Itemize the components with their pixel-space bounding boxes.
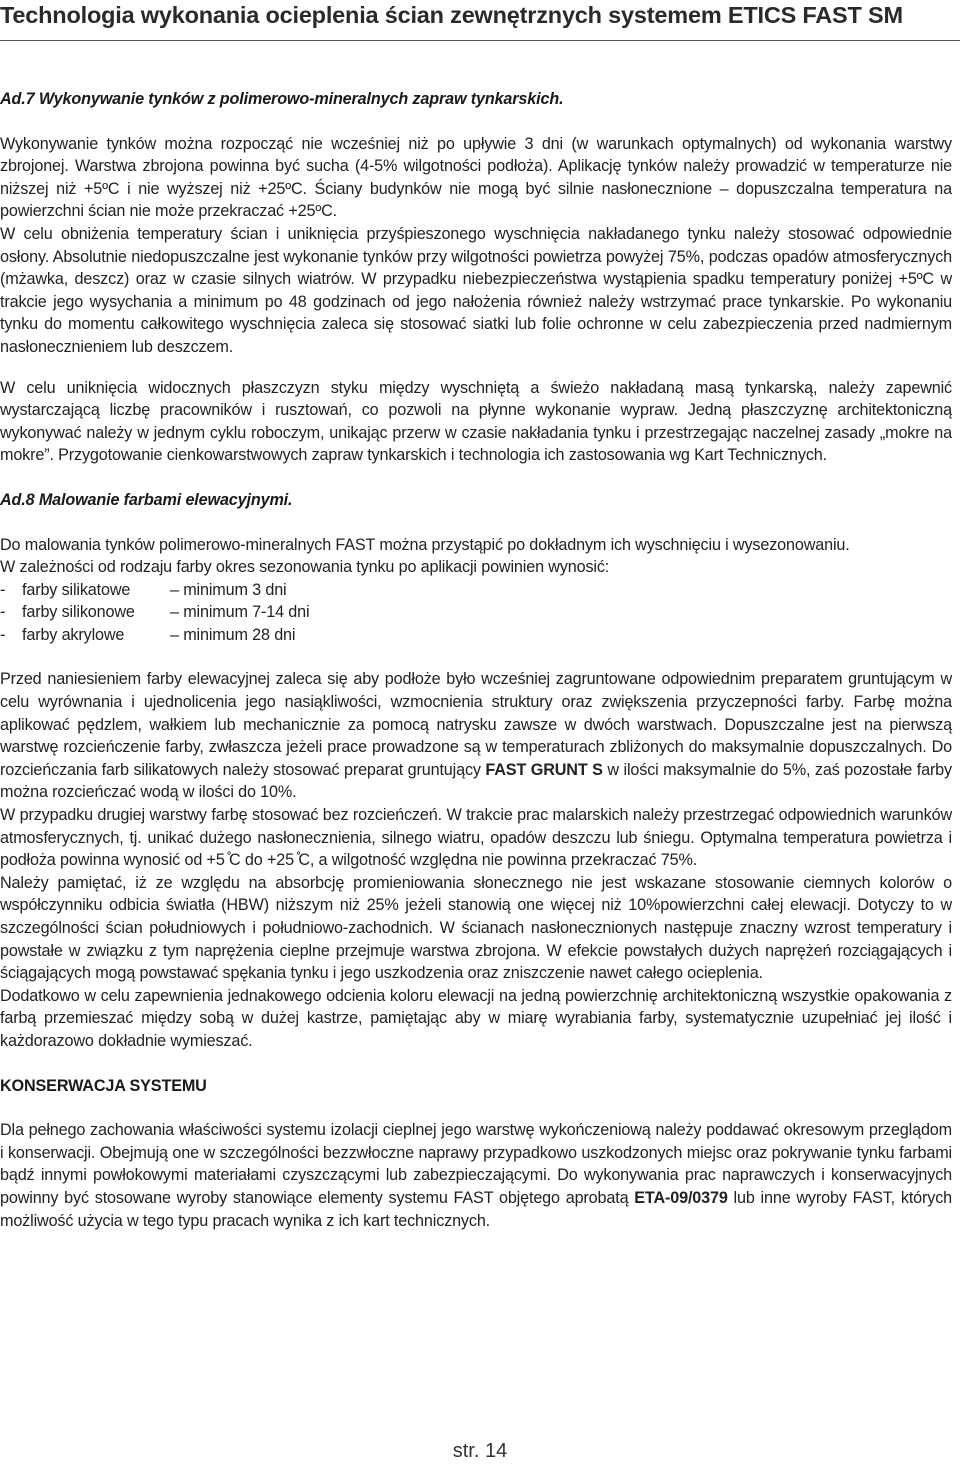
section-7-paragraph-3: W celu uniknięcia widocznych płaszczyzn styku między wyschniętą a świeżo nakładaną masą tynkarską, należy zapewnić wystarczającą liczbę pracowników i rusztowań, co pozwoli na płynne wykonanie wypraw. Jedną płaszczyznę architektoniczną wykonywać należy w jednym cyklu roboczym, unikając przerw w czasie nakładania tynku i przestrzegając naczelnej zasady „mokre na mokre”. Przygotowanie cienkowarstwowych zapraw tynkarskich i technologia ich zastosowania wg Kart Technicznych. [0,378,952,465]
page-number: str. 14 [452,1440,508,1462]
section-7-heading: Ad.7 Wykonywanie tynków z polimerowo-mineralnych zapraw tynkarskich. [0,90,564,108]
section-8-paragraph-4: W przypadku drugiej warstwy farbę stosować bez rozcieńczeń. W trakcie prac malarskich należy przestrzegać odpowiednich warunków atmosferycznych, tj. unikać dużego nasłonecznienia, silnego wiatru, opadów deszczu lub śniegu. Optymalna temperatura powietrza i podłoża powinna wynosić od +5 ̊C do +25 ̊C, a wilgotność względna nie powinna przekraczać 75%. [0,806,952,870]
section-8-paragraph-6: Dodatkowo w celu zapewnienia jednakowego odcienia koloru elewacji na jedną powierzchnię architektoniczną wszystkie opakowania z farbą przemieszać między sobą w dużej kastrze, pamiętając aby w miarę wyrabiania farby, systematycznie uzupełniać jej ilość i każdorazowo dokładnie wymieszać. [0,986,952,1050]
document-body [0,88,952,1232]
approval-number: ETA-09/0379 [634,1188,728,1207]
section-8-heading: Ad.8 Malowanie farbami elewacyjnymi. [0,490,293,509]
conservation-heading: KONSERWACJA SYSTEMU [0,1076,207,1095]
seasoning-list [0,579,952,647]
section-7-paragraph-2: W celu obniżenia temperatury ścian i uniknięcia przyśpieszonego wyschnięcia nakładanego tynku należy stosować odpowiednie osłony. Absolutnie niedopuszczalne jest wykonanie tynków przy wilgotności powietrza powyżej 75%, podczas opadów atmosferycznych (mżawka, deszcz) oraz w czasie silnych wiatrów. W przypadku niebezpieczeństwa wystąpienia spadku temperatury poniżej +5ºC w trakcie jego wysychania a minimum po 48 godzinach od jego nałożenia również należy wstrzymać prace tynkarskie. Po wykonaniu tynku do momentu całkowitego wyschnięcia zaleca się stosować siatki lub folie ochronne w celu zabezpieczenia przed nadmiernym nasłonecznieniem lub deszczem. [0,224,952,356]
section-8-paragraph-3: Przed naniesieniem farby elewacyjnej zaleca się aby podłoże było wcześniej zagruntowane odpowiednim preparatem gruntującym w celu wyrównania i ujednolicenia jego nasiąkliwości, wzmocnienia struktury oraz zwiększenia przyczepności farby. Farbę można aplikować pędzlem, wałkiem lub mechanicznie za pomocą natrysku zawsze w dwóch warstwach. Dopuszczalne jest na pierwszą warstwę rozcieńczenie farby, zwłaszcza jeżeli prace prowadzone są w temperaturach zbliżonych do maksymalnie dopuszczalnych. Do rozcieńczania farb silikatowych należy stosować preparat gruntujący FAST GRUNT S w ilości maksymalnie do 5%, zaś pozostałe farby można rozcieńczać wodą w ilości do 10%. [0,670,952,802]
list-item: - farby silikatowe – minimum 3 dni [0,580,287,599]
title-divider [0,40,960,41]
product-name: FAST GRUNT S [485,760,603,779]
conservation-paragraph: Dla pełnego zachowania właściwości systemu izolacji cieplnej jego warstwę wykończeniową należy poddawać okresowym przeglądom i konserwacji. Obejmują one w szczególności bezzwłoczne naprawy przypadkowo uszkodzonych miejsc oraz pokrywanie tynku farbami bądź innymi powłokowymi materiałami czyszczącymi lub zabezpieczającymi. Do wykonywania prac naprawczych i konserwacyjnych powinny być stosowane wyroby stanowiące elementy systemu FAST objętego aprobatą ETA-09/0379 lub inne wyroby FAST, których możliwość użycia w tego typu pracach wynika z ich kart technicznych. [0,1121,952,1230]
section-8-paragraph-1: Do malowania tynków polimerowo-mineralnych FAST można przystąpić po dokładnym ich wyschnięciu i wysezonowaniu. [0,535,850,554]
list-item: - farby silikonowe – minimum 7-14 dni [0,603,310,622]
page-title: Technologia wykonania ocieplenia ścian zewnętrznych systemem ETICS FAST SM [0,2,903,28]
section-7-paragraph-1: Wykonywanie tynków można rozpocząć nie wcześniej niż po upływie 3 dni (w warunkach optymalnych) od wykonania warstwy zbrojonej. Warstwa zbrojona powinna być sucha (4-5% wilgotności podłoża). Aplikację tynków należy prowadzić w temperaturze nie niższej niż +5ºC i nie wyższej niż +25ºC. Ściany budynków nie mogą być silnie nasłonecznione – dopuszczalna temperatura na powierzchni ścian nie może przekraczać +25ºC. [0,134,952,221]
section-8-paragraph-2: W zależności od rodzaju farby okres sezonowania tynku po aplikacji powinien wynosić: [0,558,610,577]
list-item: - farby akrylowe – minimum 28 dni [0,625,296,644]
section-8-paragraph-5: Należy pamiętać, iż ze względu na absorbcję promieniowania słonecznego nie jest wskazane stosowanie ciemnych kolorów o współczynniku odbicia światła (HBW) niższym niż 25% jeżeli stanowią one więcej niż 10%powierzchni całej elewacji. Dotyczy to w szczególności ścian południowych i południowo-zachodnich. W ścianach nasłonecznionych następuje znaczny wzrost temperatury i powstałe w związku z tym naprężenia cieplne przejmuje warstwa zbrojona. W efekcie powstałych dużych naprężeń rozciągających i ściągających mogą powstawać spękania tynku i jego uszkodzenia oraz zniszczenie nawet całego ocieplenia. [0,873,952,983]
